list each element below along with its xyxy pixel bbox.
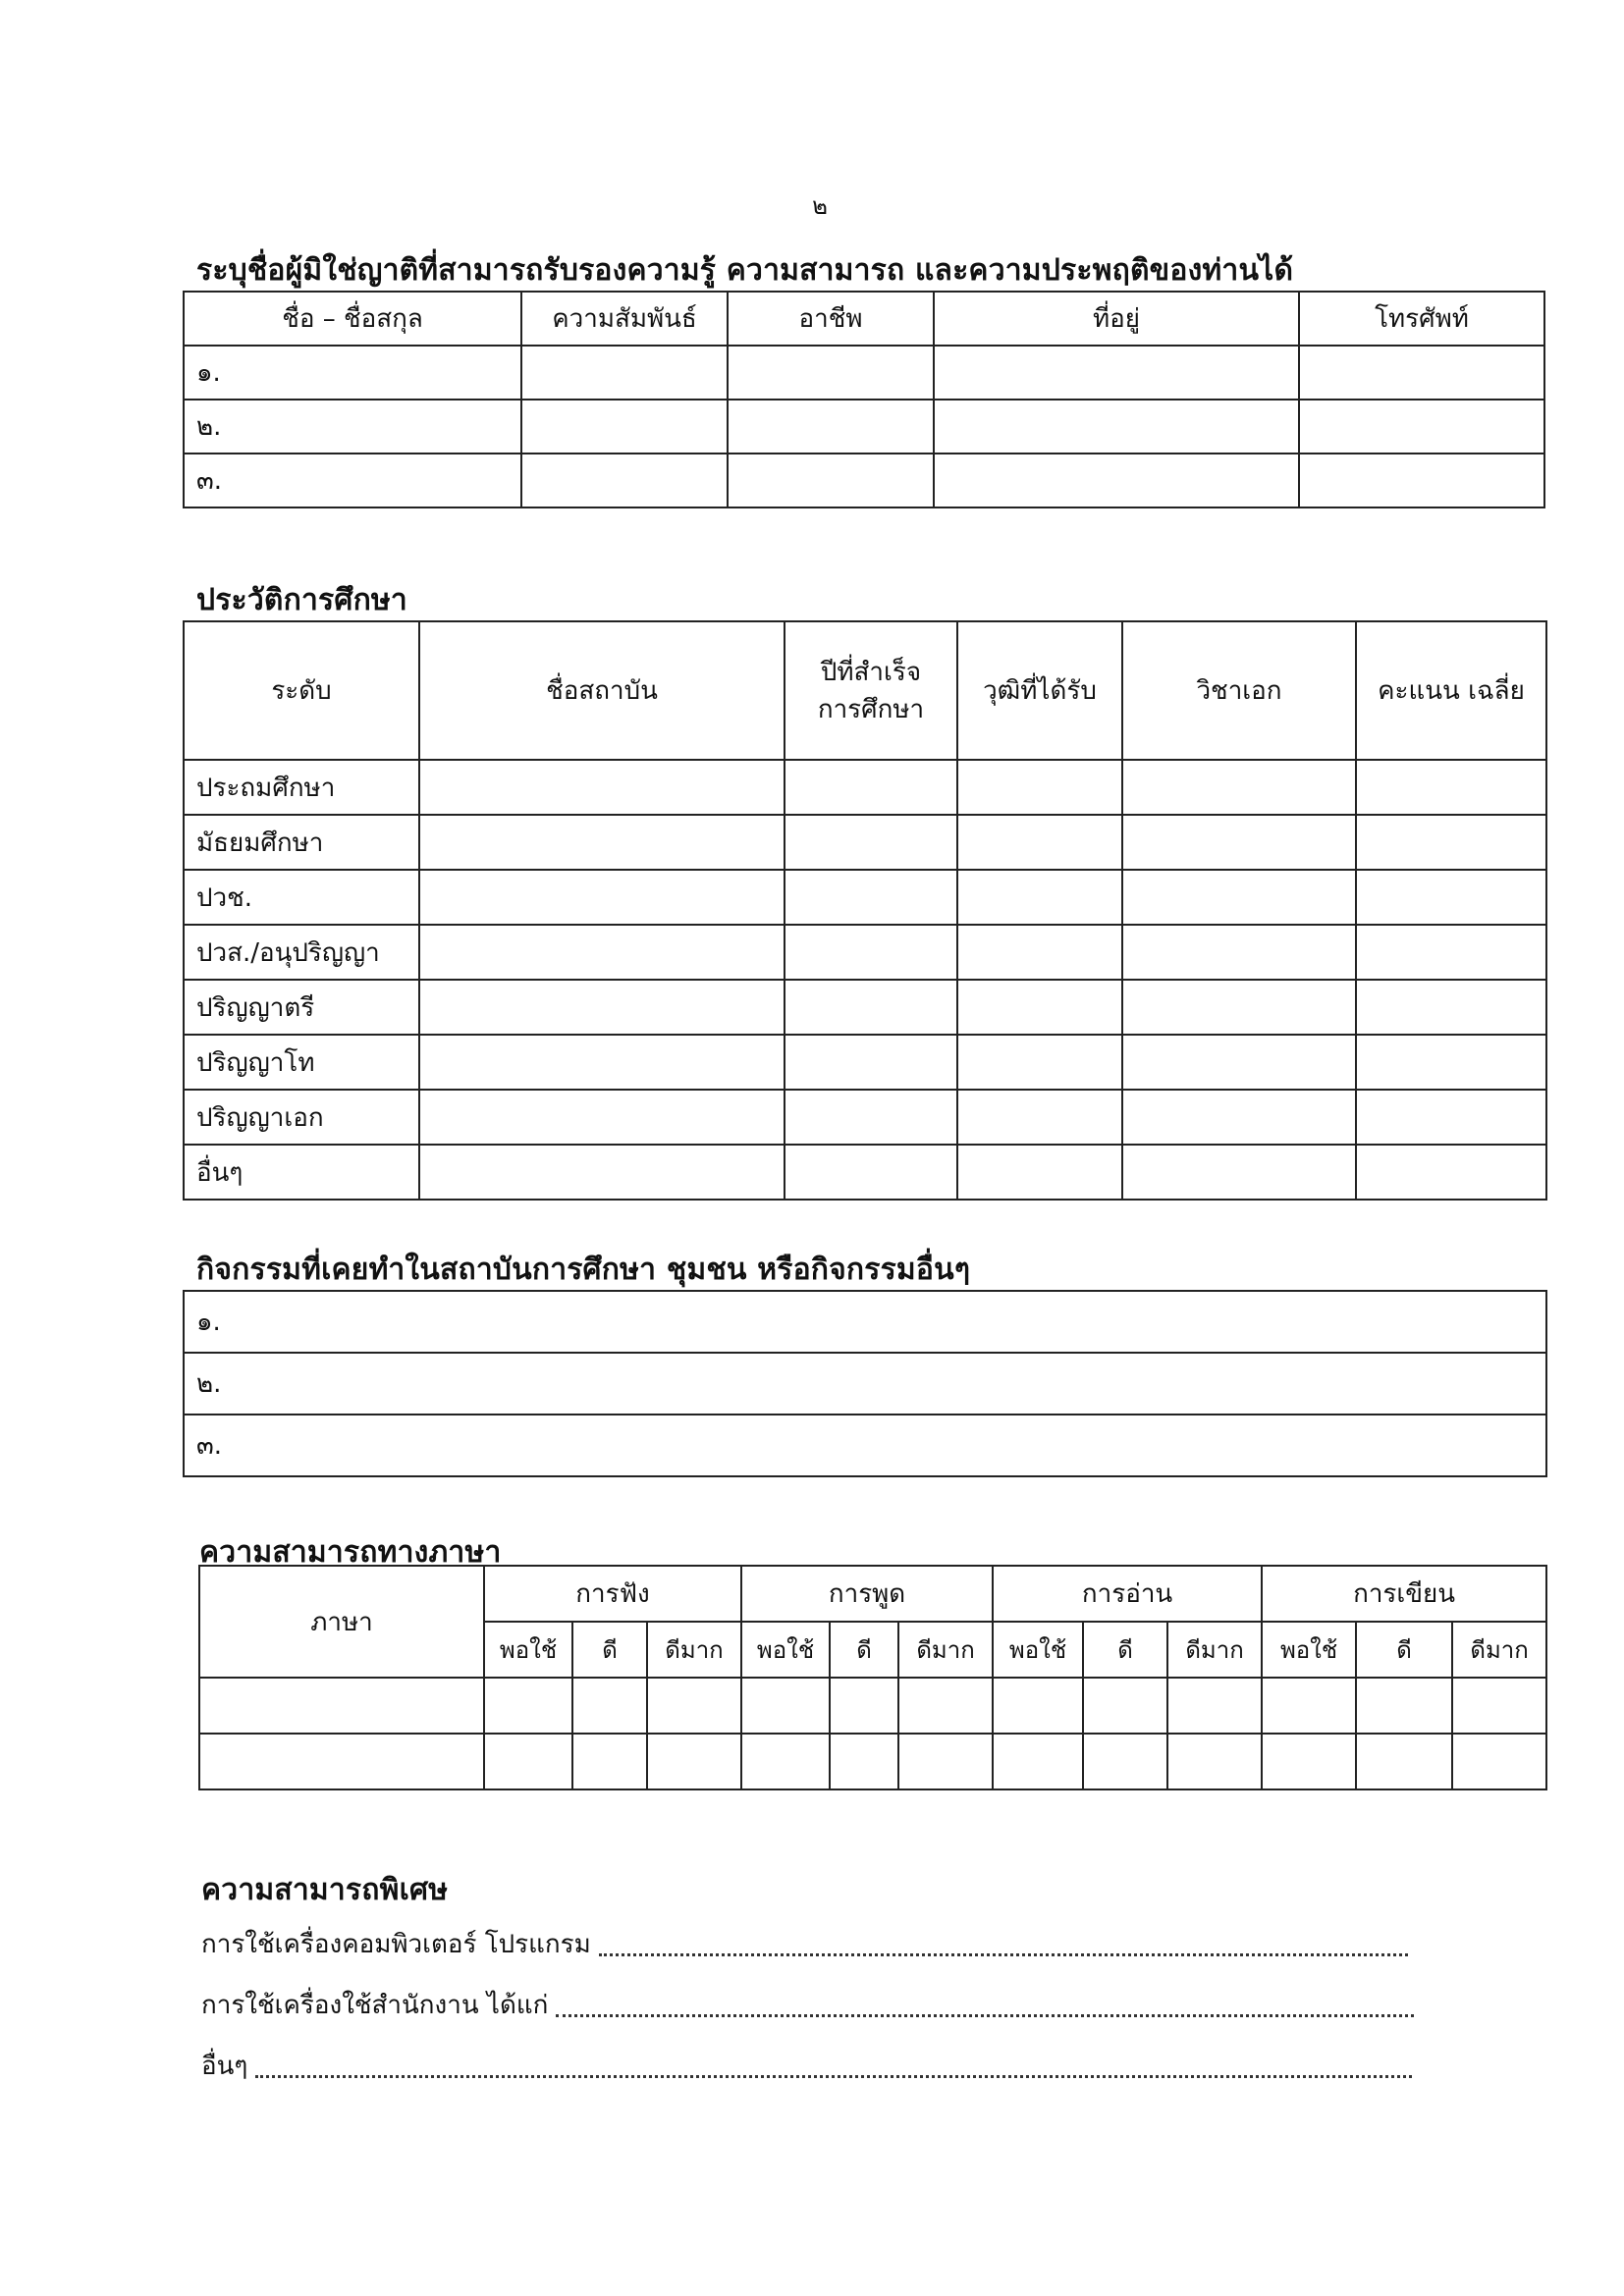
cell-language[interactable]	[199, 1678, 484, 1734]
level-excellent: ดีมาก	[898, 1622, 993, 1678]
skill-computer-label: การใช้เครื่องคอมพิวเตอร์ โปรแกรม	[201, 1930, 591, 1959]
level-fair: พอใช้	[1262, 1622, 1356, 1678]
skill-office-line	[201, 1985, 1414, 2025]
cell-check[interactable]	[647, 1734, 741, 1789]
cell-phone[interactable]	[1299, 400, 1544, 454]
cell-year[interactable]	[785, 980, 957, 1035]
cell-year[interactable]	[785, 925, 957, 980]
cell-check[interactable]	[1356, 1678, 1452, 1734]
cell-degree[interactable]	[957, 1035, 1122, 1090]
cell-gpa[interactable]	[1356, 980, 1546, 1035]
cell-phone[interactable]	[1299, 346, 1544, 400]
cell-major[interactable]	[1122, 815, 1356, 870]
header-language: ภาษา	[199, 1566, 484, 1678]
references-header-row	[184, 292, 1544, 346]
cell-degree[interactable]	[957, 815, 1122, 870]
level-excellent: ดีมาก	[1452, 1622, 1546, 1678]
skill-other-line	[201, 2046, 1412, 2086]
table-row	[184, 980, 1546, 1035]
cell-degree[interactable]	[957, 760, 1122, 815]
cell-institution[interactable]	[419, 1145, 785, 1200]
education-table	[183, 620, 1547, 1201]
cell-check[interactable]	[830, 1678, 898, 1734]
cell-major[interactable]	[1122, 1090, 1356, 1145]
cell-year[interactable]	[785, 1035, 957, 1090]
level-good: ดี	[1356, 1622, 1452, 1678]
cell-gpa[interactable]	[1356, 1145, 1546, 1200]
level-fair: พอใช้	[741, 1622, 830, 1678]
table-row	[184, 400, 1544, 454]
table-row	[199, 1678, 1546, 1734]
level-good: ดี	[1083, 1622, 1167, 1678]
cell-occupation[interactable]	[728, 454, 934, 507]
header-phone: โทรศัพท์	[1299, 292, 1544, 346]
cell-institution[interactable]	[419, 870, 785, 925]
cell-language[interactable]	[199, 1734, 484, 1789]
header-occupation: อาชีพ	[728, 292, 934, 346]
cell-gpa[interactable]	[1356, 925, 1546, 980]
level-excellent: ดีมาก	[1167, 1622, 1262, 1678]
header-name: ชื่อ – ชื่อสกุล	[184, 292, 521, 346]
skill-computer-line	[201, 1924, 1408, 1964]
cell-check[interactable]	[1262, 1678, 1356, 1734]
cell-address[interactable]	[934, 454, 1299, 507]
cell-degree[interactable]	[957, 870, 1122, 925]
header-institution: ชื่อสถาบัน	[419, 621, 785, 760]
cell-institution[interactable]	[419, 815, 785, 870]
row-number[interactable]: ๓.	[184, 454, 521, 507]
cell-gpa[interactable]	[1356, 1090, 1546, 1145]
cell-major[interactable]	[1122, 980, 1356, 1035]
cell-check[interactable]	[1262, 1734, 1356, 1789]
cell-gpa[interactable]	[1356, 870, 1546, 925]
cell-check[interactable]	[572, 1734, 647, 1789]
cell-check[interactable]	[830, 1734, 898, 1789]
table-row	[184, 1415, 1546, 1476]
table-row	[184, 1035, 1546, 1090]
skill-other-label: อื่นๆ	[201, 2052, 248, 2081]
level-label: ปวส./อนุปริญญา	[184, 925, 419, 980]
skill-other-field[interactable]	[255, 2075, 1412, 2078]
cell-year[interactable]	[785, 815, 957, 870]
table-row	[184, 1090, 1546, 1145]
cell-major[interactable]	[1122, 1145, 1356, 1200]
table-row	[199, 1734, 1546, 1789]
header-graduation-year: ปีที่สำเร็จ การศึกษา	[785, 621, 957, 760]
cell-check[interactable]	[1167, 1734, 1262, 1789]
cell-degree[interactable]	[957, 980, 1122, 1035]
table-row	[184, 1353, 1546, 1415]
cell-institution[interactable]	[419, 980, 785, 1035]
cell-check[interactable]	[1167, 1678, 1262, 1734]
page-number: ๒	[812, 192, 828, 220]
header-speaking: การพูด	[741, 1566, 993, 1622]
header-address: ที่อยู่	[934, 292, 1299, 346]
level-fair: พอใช้	[993, 1622, 1083, 1678]
cell-major[interactable]	[1122, 760, 1356, 815]
level-label: ประถมศึกษา	[184, 760, 419, 815]
activities-table	[183, 1290, 1547, 1477]
level-label: ปริญญาเอก	[184, 1090, 419, 1145]
cell-check[interactable]	[741, 1734, 830, 1789]
cell-relation[interactable]	[521, 454, 728, 507]
table-row	[184, 346, 1544, 400]
cell-gpa[interactable]	[1356, 760, 1546, 815]
cell-year[interactable]	[785, 870, 957, 925]
level-label: ปวช.	[184, 870, 419, 925]
cell-major[interactable]	[1122, 925, 1356, 980]
cell-year[interactable]	[785, 1145, 957, 1200]
cell-year[interactable]	[785, 760, 957, 815]
cell-check[interactable]	[647, 1678, 741, 1734]
language-table	[198, 1565, 1547, 1790]
cell-check[interactable]	[1356, 1734, 1452, 1789]
cell-check[interactable]	[572, 1678, 647, 1734]
table-row	[184, 1145, 1546, 1200]
cell-year[interactable]	[785, 1090, 957, 1145]
cell-gpa[interactable]	[1356, 815, 1546, 870]
cell-institution[interactable]	[419, 1090, 785, 1145]
cell-degree[interactable]	[957, 925, 1122, 980]
cell-institution[interactable]	[419, 760, 785, 815]
language-group-row	[199, 1566, 1546, 1622]
header-major: วิชาเอก	[1122, 621, 1356, 760]
cell-institution[interactable]	[419, 1035, 785, 1090]
header-level: ระดับ	[184, 621, 419, 760]
cell-check[interactable]	[1452, 1734, 1546, 1789]
activity-row[interactable]: ๑.	[184, 1291, 1546, 1353]
table-row	[184, 925, 1546, 980]
skill-office-field[interactable]	[556, 2014, 1414, 2017]
header-gpa: คะแนน เฉลี่ย	[1356, 621, 1546, 760]
education-title: ประวัติการศึกษา	[196, 583, 407, 617]
header-writing: การเขียน	[1262, 1566, 1546, 1622]
cell-relation[interactable]	[521, 400, 728, 454]
table-row	[184, 870, 1546, 925]
activity-row[interactable]: ๒.	[184, 1353, 1546, 1415]
cell-institution[interactable]	[419, 925, 785, 980]
cell-check[interactable]	[484, 1734, 572, 1789]
education-header-row	[184, 621, 1546, 760]
cell-check[interactable]	[1083, 1734, 1167, 1789]
references-table	[183, 291, 1545, 508]
cell-degree[interactable]	[957, 1145, 1122, 1200]
level-label: อื่นๆ	[184, 1145, 419, 1200]
level-label: ปริญญาโท	[184, 1035, 419, 1090]
references-title: ระบุชื่อผู้มิใช่ญาติที่สามารถรับรองความรู้ ความสามารถ และความประพฤติของท่านได้	[196, 253, 1294, 288]
cell-occupation[interactable]	[728, 400, 934, 454]
cell-gpa[interactable]	[1356, 1035, 1546, 1090]
skill-office-label: การใช้เครื่องใช้สำนักงาน ได้แก่	[201, 1991, 549, 2020]
level-excellent: ดีมาก	[647, 1622, 741, 1678]
header-listening: การฟัง	[484, 1566, 741, 1622]
cell-phone[interactable]	[1299, 454, 1544, 507]
cell-relation[interactable]	[521, 346, 728, 400]
cell-check[interactable]	[484, 1678, 572, 1734]
row-number[interactable]: ๒.	[184, 400, 521, 454]
table-row	[184, 1291, 1546, 1353]
cell-check[interactable]	[1452, 1678, 1546, 1734]
level-label: ปริญญาตรี	[184, 980, 419, 1035]
level-fair: พอใช้	[484, 1622, 572, 1678]
cell-check[interactable]	[1083, 1678, 1167, 1734]
activities-title: กิจกรรมที่เคยทำในสถาบันการศึกษา ชุมชน หรือกิจกรรมอื่นๆ	[196, 1253, 971, 1287]
row-number[interactable]: ๑.	[184, 346, 521, 400]
table-row	[184, 760, 1546, 815]
cell-degree[interactable]	[957, 1090, 1122, 1145]
header-reading: การอ่าน	[993, 1566, 1262, 1622]
level-good: ดี	[830, 1622, 898, 1678]
cell-check[interactable]	[741, 1678, 830, 1734]
cell-address[interactable]	[934, 346, 1299, 400]
cell-major[interactable]	[1122, 870, 1356, 925]
header-relation: ความสัมพันธ์	[521, 292, 728, 346]
cell-major[interactable]	[1122, 1035, 1356, 1090]
level-good: ดี	[572, 1622, 647, 1678]
header-degree: วุฒิที่ได้รับ	[957, 621, 1122, 760]
cell-check[interactable]	[898, 1734, 993, 1789]
special-title: ความสามารถพิเศษ	[201, 1873, 449, 1907]
table-row	[184, 454, 1544, 507]
language-title: ความสามารถทางภาษา	[199, 1535, 502, 1570]
cell-occupation[interactable]	[728, 346, 934, 400]
cell-check[interactable]	[993, 1734, 1083, 1789]
level-label: มัธยมศึกษา	[184, 815, 419, 870]
skill-computer-field[interactable]	[599, 1953, 1408, 1956]
cell-check[interactable]	[898, 1678, 993, 1734]
table-row	[184, 815, 1546, 870]
cell-check[interactable]	[993, 1678, 1083, 1734]
activity-row[interactable]: ๓.	[184, 1415, 1546, 1476]
cell-address[interactable]	[934, 400, 1299, 454]
